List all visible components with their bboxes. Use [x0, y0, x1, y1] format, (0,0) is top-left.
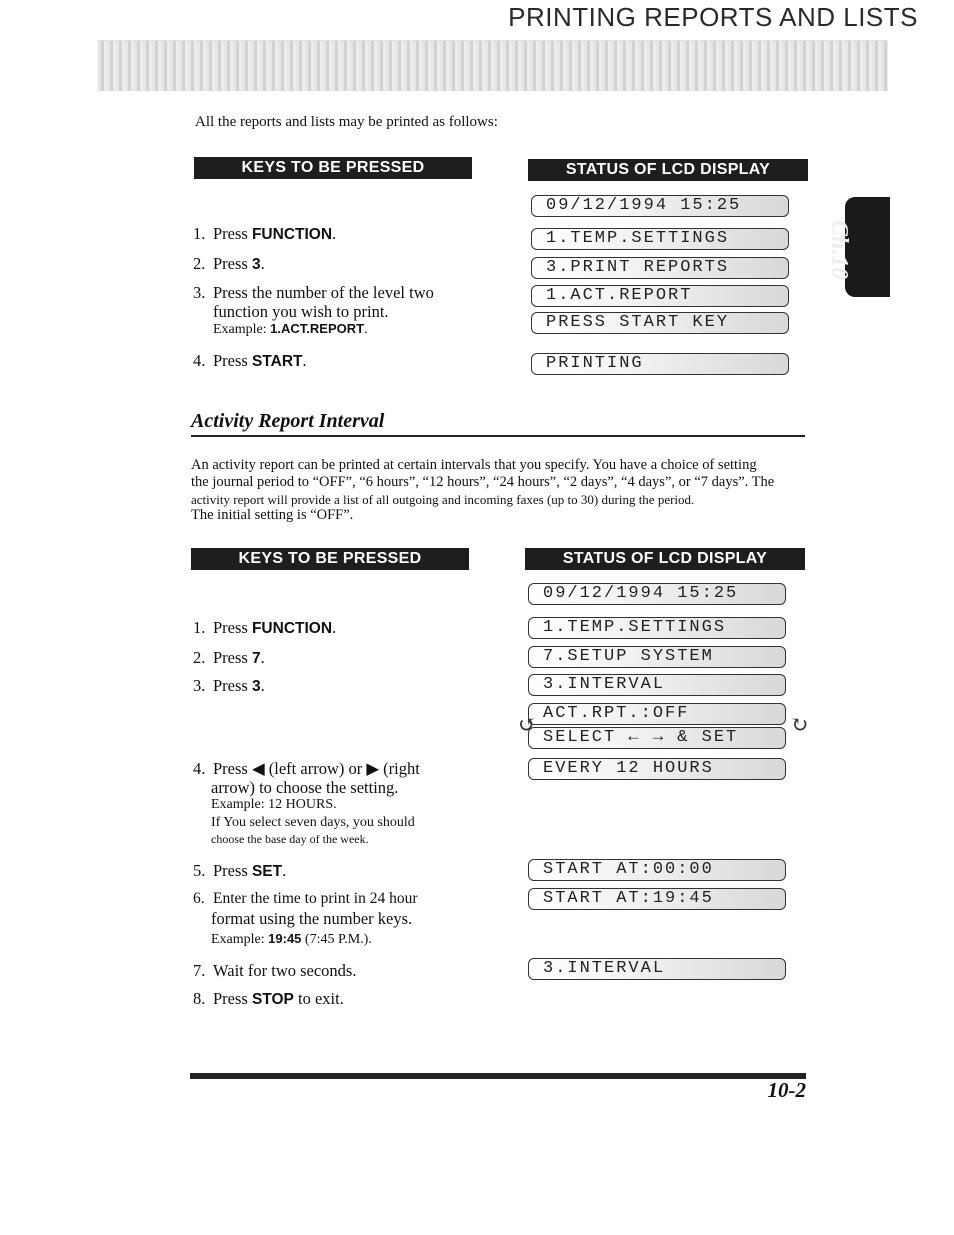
step-5: 5. Press SET.: [193, 861, 287, 880]
page-title: PRINTING REPORTS AND LISTS: [508, 2, 918, 32]
step-1: 1. Press FUNCTION.: [193, 224, 337, 243]
paragraph-line: The initial setting is “OFF”.: [191, 507, 354, 523]
loop-arrow-icon: ↻: [790, 712, 809, 737]
lcd-display: SELECT ← → & SET: [528, 727, 786, 749]
paragraph-line: the journal period to “OFF”, “6 hours”, “12 hours”, “24 hours”, “2 days”, “4 days”, or “7 days”. The: [191, 474, 775, 490]
keys-header: KEYS TO BE PRESSED: [194, 157, 472, 179]
step-4-line2: arrow) to choose the setting.: [211, 778, 399, 797]
lcd-display: START AT:00:00: [528, 859, 786, 881]
step-7: 7. Wait for two seconds.: [193, 961, 357, 980]
footer-rule: [190, 1073, 806, 1079]
loop-arrow-icon: ↺: [518, 712, 537, 737]
step-3-line2: function you wish to print.: [213, 302, 389, 321]
intro-text: All the reports and lists may be printed as follows:: [195, 114, 498, 130]
section-divider: [191, 435, 805, 437]
lcd-display: START AT:19:45: [528, 888, 786, 910]
lcd-display: PRESS START KEY: [531, 312, 789, 334]
lcd-display: ACT.RPT.:OFF: [528, 703, 786, 725]
paragraph-line: An activity report can be printed at certain intervals that you specify. You have a choice of setting: [191, 457, 757, 473]
step-6-line2: format using the number keys.: [211, 909, 413, 928]
lcd-display: 1.ACT.REPORT: [531, 285, 789, 307]
step-6-example: Example: 19:45 (7:45 P.M.).: [211, 931, 372, 947]
step-4-example: Example: 12 HOURS.: [211, 797, 337, 812]
lcd-display: 7.SETUP SYSTEM: [528, 646, 786, 668]
lcd-display: 3.PRINT REPORTS: [531, 257, 789, 279]
step-3-example: Example: 1.ACT.REPORT.: [213, 321, 368, 337]
status-header: STATUS OF LCD DISPLAY: [525, 548, 805, 570]
paragraph-line: activity report will provide a list of all outgoing and incoming faxes (up to 30) during the period.: [191, 492, 695, 507]
step-4-note: If You select seven days, you should: [211, 815, 415, 830]
step-8: 8. Press STOP to exit.: [193, 989, 344, 1008]
step-6: 6. Enter the time to print in 24 hour: [193, 890, 418, 907]
chapter-tab-label: Ch.10: [826, 220, 852, 280]
page-number: 10-2: [767, 1078, 806, 1102]
step-2: 2. Press 7.: [193, 648, 265, 667]
lcd-display: 09/12/1994 15:25: [531, 195, 789, 217]
lcd-display: 1.TEMP.SETTINGS: [531, 228, 789, 250]
lcd-display: 09/12/1994 15:25: [528, 583, 786, 605]
keys-header: KEYS TO BE PRESSED: [191, 548, 469, 570]
step-2: 2. Press 3.: [193, 254, 265, 273]
section-title: Activity Report Interval: [191, 410, 385, 432]
lcd-display: PRINTING: [531, 353, 789, 375]
step-4: 4. Press ◀ (left arrow) or ▶ (right: [193, 759, 420, 778]
step-1: 1. Press FUNCTION.: [193, 618, 337, 637]
lcd-display: 3.INTERVAL: [528, 958, 786, 980]
status-header: STATUS OF LCD DISPLAY: [528, 159, 808, 181]
step-4: 4. Press START.: [193, 351, 307, 370]
step-3: 3. Press 3.: [193, 676, 265, 695]
lcd-display: 3.INTERVAL: [528, 674, 786, 696]
lcd-display: EVERY 12 HOURS: [528, 758, 786, 780]
header-banner: [98, 40, 888, 91]
step-3: 3. Press the number of the level two: [193, 283, 434, 302]
lcd-display: 1.TEMP.SETTINGS: [528, 617, 786, 639]
step-4-note: choose the base day of the week.: [211, 832, 369, 846]
